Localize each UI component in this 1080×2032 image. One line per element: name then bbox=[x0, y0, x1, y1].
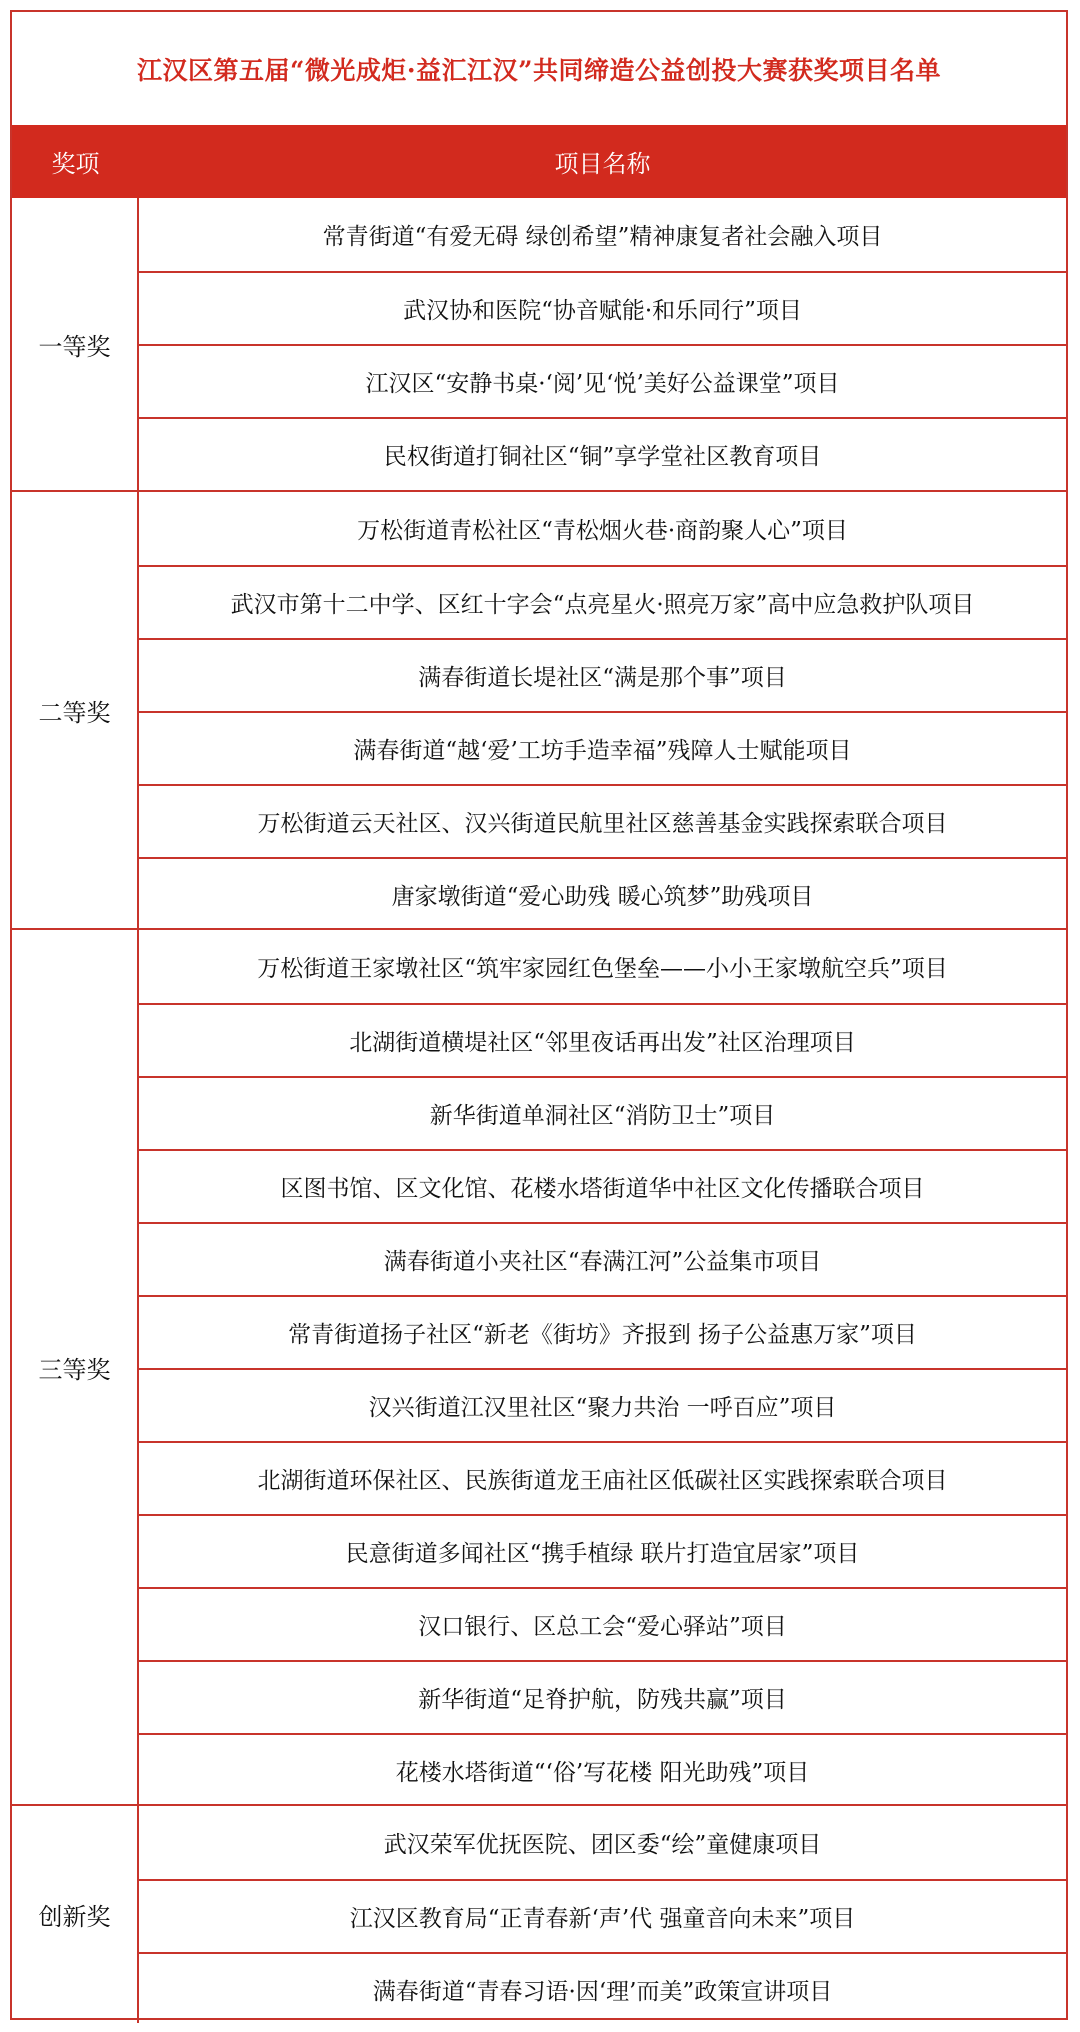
award-label: 三等奖 bbox=[12, 930, 139, 1804]
project-row: 民权街道打铜社区“铜”享学堂社区教育项目 bbox=[139, 417, 1066, 490]
project-list bbox=[139, 1806, 1066, 2023]
project-list bbox=[139, 930, 1066, 1804]
project-row: 武汉市第十二中学、区红十字会“点亮星火·照亮万家”高中应急救护队项目 bbox=[139, 565, 1066, 638]
project-row: 北湖街道环保社区、民族街道龙王庙社区低碳社区实践探索联合项目 bbox=[139, 1441, 1066, 1514]
table-header bbox=[12, 125, 1066, 198]
project-row: 新华街道单洞社区“消防卫士”项目 bbox=[139, 1076, 1066, 1149]
project-row: 汉兴街道江汉里社区“聚力共治 一呼百应”项目 bbox=[139, 1368, 1066, 1441]
award-group bbox=[12, 490, 1066, 928]
header-project-name: 项目名称 bbox=[554, 150, 651, 178]
project-row: 花楼水塔街道“‘俗’写花楼 阳光助残”项目 bbox=[139, 1733, 1066, 1806]
project-row: 满春街道小夹社区“春满江河”公益集市项目 bbox=[139, 1222, 1066, 1295]
project-row: 满春街道“越‘爱’工坊手造幸福”残障人士赋能项目 bbox=[139, 711, 1066, 784]
award-group bbox=[12, 198, 1066, 490]
project-row: 常青街道“有爱无碍 绿创希望”精神康复者社会融入项目 bbox=[322, 224, 883, 250]
project-row: 满春街道“青春习语·因‘理’而美”政策宣讲项目 bbox=[139, 1952, 1066, 2025]
award-group bbox=[12, 928, 1066, 1804]
award-label: 创新奖 bbox=[12, 1806, 139, 2023]
project-row: 万松街道王家墩社区“筑牢家园红色堡垒——小小王家墩航空兵”项目 bbox=[257, 956, 948, 982]
header-award: 奖项 bbox=[51, 150, 100, 178]
project-row: 武汉协和医院“协音赋能·和乐同行”项目 bbox=[139, 271, 1066, 344]
project-list bbox=[139, 198, 1066, 490]
project-row: 满春街道长堤社区“满是那个事”项目 bbox=[139, 638, 1066, 711]
project-row: 江汉区“安静书桌·‘阅’见‘悦’美好公益课堂”项目 bbox=[139, 344, 1066, 417]
award-label: 一等奖 bbox=[12, 198, 139, 490]
award-list-table bbox=[10, 10, 1068, 2020]
award-group bbox=[12, 1804, 1066, 2023]
project-row: 万松街道云天社区、汉兴街道民航里社区慈善基金实践探索联合项目 bbox=[139, 784, 1066, 857]
award-label: 二等奖 bbox=[12, 492, 139, 928]
project-row: 唐家墩街道“爱心助残 暖心筑梦”助残项目 bbox=[139, 857, 1066, 930]
project-row: 常青街道扬子社区“新老《街坊》齐报到 扬子公益惠万家”项目 bbox=[139, 1295, 1066, 1368]
page-title: 江汉区第五届“微光成炬·益汇江汉”共同缔造公益创投大赛获奖项目名单 bbox=[137, 55, 941, 85]
project-row: 北湖街道横堤社区“邻里夜话再出发”社区治理项目 bbox=[139, 1003, 1066, 1076]
project-row: 新华街道“足脊护航，防残共赢”项目 bbox=[139, 1660, 1066, 1733]
project-row: 民意街道多闻社区“携手植绿 联片打造宜居家”项目 bbox=[139, 1514, 1066, 1587]
project-row: 江汉区教育局“正青春新‘声’代 强童音向未来”项目 bbox=[139, 1879, 1066, 1952]
project-row: 万松街道青松社区“青松烟火巷·商韵聚人心”项目 bbox=[357, 518, 848, 544]
project-row: 区图书馆、区文化馆、花楼水塔街道华中社区文化传播联合项目 bbox=[139, 1149, 1066, 1222]
project-row: 汉口银行、区总工会“爱心驿站”项目 bbox=[139, 1587, 1066, 1660]
project-row: 武汉荣军优抚医院、团区委“绘”童健康项目 bbox=[383, 1832, 822, 1858]
project-list bbox=[139, 492, 1066, 928]
